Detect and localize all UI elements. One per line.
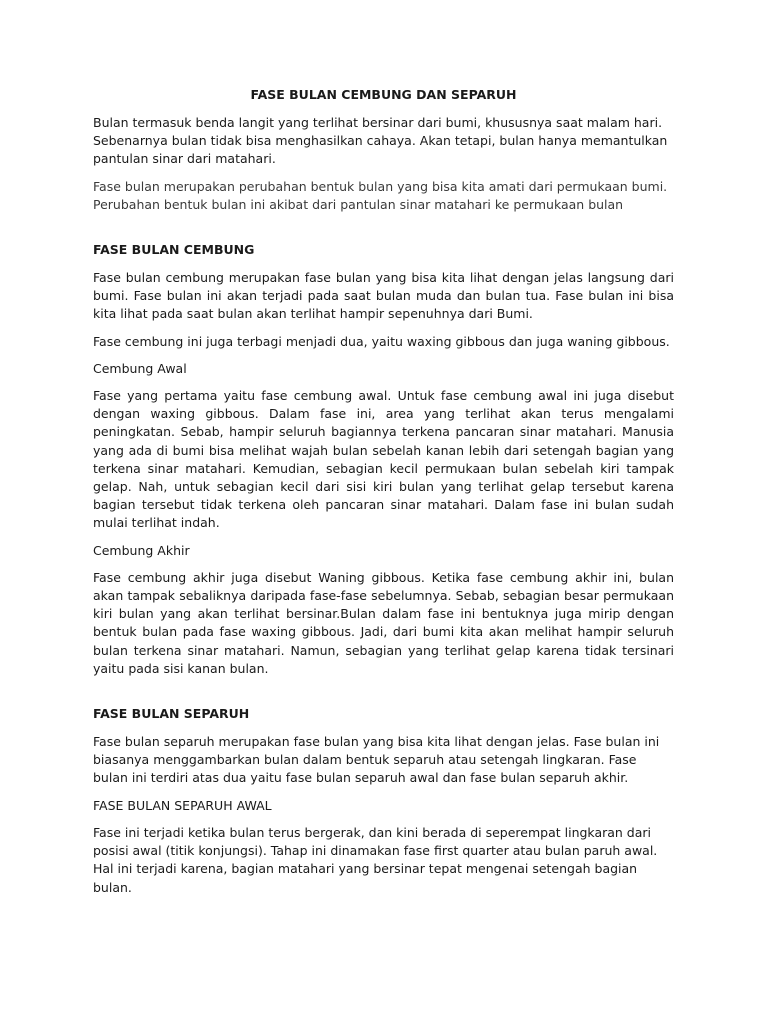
section-heading-separuh: FASE BULAN SEPARUH [93,706,250,722]
subheading-cembung-awal: Cembung Awal [93,360,187,376]
cembung-paragraph-1: Fase bulan cembung merupakan fase bulan yang bisa kita lihat dengan jelas langsung dari bumi. Fase bulan ini akan terjadi pada saat bulan muda dan bulan tua. Fase bulan ini bisa kita lihat pada saat bulan akan terlihat hampir sepenuhnya dari Bumi. [93,270,674,322]
document-body [93,86,674,906]
document-title: FASE BULAN CEMBUNG DAN SEPARUH [250,87,517,102]
cembung-awal-paragraph: Fase yang pertama yaitu fase cembung awal. Untuk fase cembung awal ini juga disebut dengan waxing gibbous. Dalam fase ini, area yang terlihat akan terus mengalami peningkatan. Sebab, hampir seluruh bagiannya terkena pancaran sinar matahari. Manusia yang ada di bumi bisa melihat wajah bulan sebelah kanan lebih dari setengah bagian yang terkena sinar matahari. Kemudian, sebagian kecil permukaan bulan sebelah kiri tampak gelap. Nah, untuk sebagian kecil dari sisi kiri bulan yang terlihat gelap tersebut karena bagian tersebut tidak terkena oleh pancaran sinar matahari. Dalam fase ini bulan sudah mulai terlihat indah. [93,388,674,531]
intro-paragraph-1: Bulan termasuk benda langit yang terlihat bersinar dari bumi, khususnya saat malam hari. Sebenarnya bulan tidak bisa menghasilkan cahaya. Akan tetapi, bulan hanya memantulkan pantulan sinar dari matahari. [93,115,668,167]
separuh-paragraph-1: Fase bulan separuh merupakan fase bulan yang bisa kita lihat dengan jelas. Fase bulan ini biasanya menggambarkan bulan dalam bentuk separuh atau setengah lingkaran. Fase bulan ini terdiri atas dua yaitu fase bulan separuh awal dan fase bulan separuh akhir. [93,734,660,786]
section-spacer [93,687,674,705]
subheading-separuh-awal: FASE BULAN SEPARUH AWAL [93,797,272,813]
cembung-paragraph-2: Fase cembung ini juga terbagi menjadi dua, yaitu waxing gibbous dan juga waning gibbous. [93,333,670,349]
cembung-akhir-paragraph: Fase cembung akhir juga disebut Waning gibbous. Ketika fase cembung akhir ini, bulan akan tampak sebaliknya daripada fase-fase sebelumnya. Sebab, sebagian besar permukaan kiri bulan yang akan terlihat bersinar.Bulan dalam fase ini bentuknya juga mirip dengan bentuk bulan pada fase waxing gibbous. Jadi, dari bumi kita akan melihat hampir seluruh bulan terkena sinar matahari. Namun, sebagian yang terlihat gelap karena tidak tersinari yaitu pada sisi kanan bulan. [93,569,674,676]
section-heading-cembung: FASE BULAN CEMBUNG [93,242,255,258]
subheading-cembung-akhir: Cembung Akhir [93,542,190,558]
separuh-awal-paragraph: Fase ini terjadi ketika bulan terus bergerak, dan kini berada di seperempat lingkaran dari posisi awal (titik konjungsi). Tahap ini dinamakan fase first quarter atau bulan paruh awal. Hal ini terjadi karena, bagian matahari yang bersinar tepat mengenai setengah bagian bulan. [93,824,658,895]
section-spacer [93,223,674,241]
intro-paragraph-2: Fase bulan merupakan perubahan bentuk bulan yang bisa kita amati dari permukaan bumi. Perubahan bentuk bulan ini akibat dari pantulan sinar matahari ke permukaan bulan [93,178,668,212]
